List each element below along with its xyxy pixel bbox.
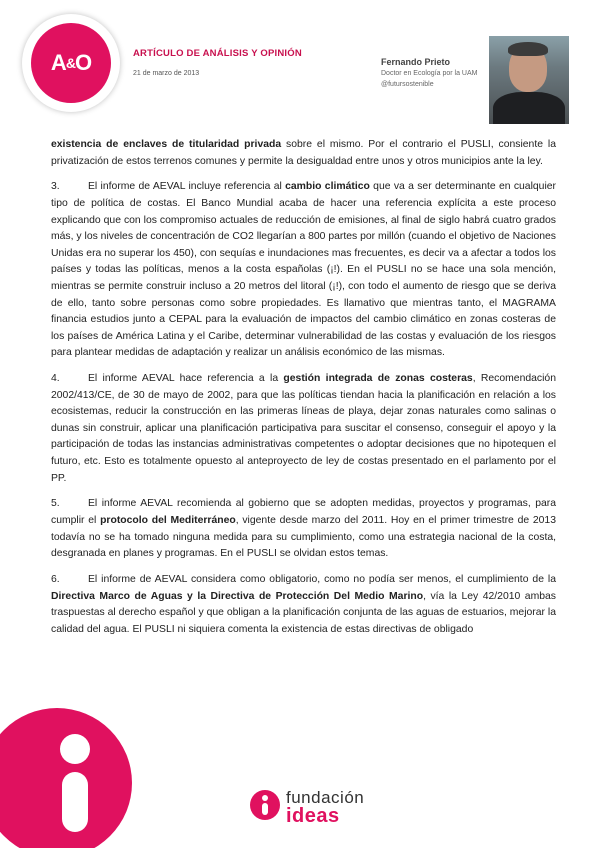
paragraph-number: 4.: [51, 373, 60, 385]
paragraph-4: [51, 371, 556, 487]
big-i-logo-icon: [0, 708, 140, 848]
paragraph-number: 5.: [51, 498, 60, 510]
bold-phrase: Directiva Marco de Aguas y la Directiva de Protección Del Medio Marino: [51, 590, 424, 602]
author-handle: @futursostenible: [381, 81, 434, 88]
bold-phrase: gestión integrada de zonas costeras: [283, 373, 473, 385]
author-role: Doctor en Ecología por la UAM: [381, 70, 478, 77]
ao-logo: [31, 23, 111, 103]
paragraph-6: [51, 572, 556, 638]
big-i-stem: [62, 772, 88, 832]
paragraph-5: [51, 496, 556, 562]
logo-letter-a: A: [50, 50, 66, 75]
paragraph-continuation: [51, 137, 556, 170]
big-i-dot: [60, 734, 90, 764]
photo-hair: [508, 42, 548, 56]
paragraph-text: El informe AEVAL hace referencia a la: [88, 373, 284, 385]
article-date: 21 de marzo de 2013: [133, 70, 200, 77]
logo-ampersand: &: [65, 55, 75, 71]
paragraph-text: sobre el mismo. Por el contrario el PUSLI, consiente la privatización de estos terrenos comunes y permite la desigualdad entre unos y otros municipios ante la ley.: [51, 139, 556, 167]
paragraph-text: que va a ser determinante en cualquier tipo de política de costas. El Banco Mundial acaba de hacer una referencia explícita a este proceso explicando que con los compromiso actuales de reducción de emisiones, al final de siglo habrá cuatro grados más, y los niveles de concentración de CO2 llegarían a 800 partes por millón (cuando el objetivo de Naciones Unidas era no superar los 450), con sequías e inundaciones mas frecuentes, es decir va a afectar a todos los países y todas las políticas, menos a la costa españolas (¡!). En el PUSLI no se hace una sola mención, mientras se permite construir incluso a 20 metros del litoral (¡!), con todo el aumento de riesgo que se deriva de ello, tanto sobre personas como sobre propiedades. Es llamativo que mientras tanto, el MAGRAMA financia estudios junto a CEPAL para la evaluación de impactos del cambio climático en zonas costeras de los países de América Latina y el Caribe, determinar vulnerabilidad de las costas y evaluación de los riesgos para plantear medidas de adaptación y realizar un análisis económico de las mismas.: [51, 181, 557, 359]
bold-phrase: protocolo del Mediterráneo: [100, 515, 236, 527]
paragraph-text: El informe AEVAL recomienda al gobierno que se adopten medidas, proyectos y programas, para cumplir el: [51, 498, 556, 527]
brand-name-ideas: ideas: [286, 805, 340, 827]
photo-torso: [493, 92, 565, 124]
author-block: [381, 57, 478, 88]
author-name: Fernando Prieto: [381, 57, 451, 67]
article-body: [51, 137, 556, 648]
paragraph-number: 3.: [51, 181, 60, 193]
brand-name-fundacion: fundación: [286, 788, 365, 807]
paragraph-text: , Recomendación 2002/413/CE, de 30 de mayo de 2002, para que las políticas tiendan hacia la planificación en relación a los ecosistemas, reducir la construcción en las primeras líneas de playa, dejar zonas naturales como salinas o dunas sin construir, aplicar una planificación participativa para suscitar el consenso, conseguir el apoyo y la participación de todas las instancias administrativas competentes o adoptar decisiones que no hipotequen el futuro, etc. Esto es totalmente opuesto al anteproyecto de ley de costas presentado en el parlamento por el PP.: [51, 373, 556, 484]
author-photo: [489, 36, 569, 124]
article-type-title: ARTÍCULO DE ANÁLISIS Y OPINIÓN: [133, 48, 302, 59]
paragraph-text: , vigente desde marzo del 2011. Hoy en el primer trimestre de 2013 todavía no se ha tomado ninguna medida para su cumplimiento, como una estrategia nacional de la costa, desgranada en planes y programas. En el PUSLI se olvidan estos temas.: [51, 515, 556, 560]
paragraph-3: [51, 179, 556, 362]
fi-stem: [262, 803, 268, 815]
paragraph-text: , vía la Ley 42/2010 ambas traspuestas al derecho español y que obligan a la planificación conjunta de las aguas de estuarios, mejorar la calidad del agua. El PUSLI ni siquiera comenta la existencia de estas directivas de obligado: [51, 590, 556, 635]
bold-phrase: cambio climático: [285, 181, 370, 193]
fi-dot: [262, 795, 268, 801]
fundacion-ideas-icon: [250, 790, 280, 820]
bold-phrase: existencia de enclaves de titularidad privada: [51, 139, 282, 150]
logo-letter-o: O: [74, 50, 92, 75]
paragraph-text: El informe de AEVAL incluye referencia al: [88, 181, 286, 193]
paragraph-number: 6.: [51, 574, 60, 585]
paragraph-text: El informe de AEVAL considera como obligatorio, como no podía ser menos, el cumplimiento de la: [88, 574, 556, 585]
